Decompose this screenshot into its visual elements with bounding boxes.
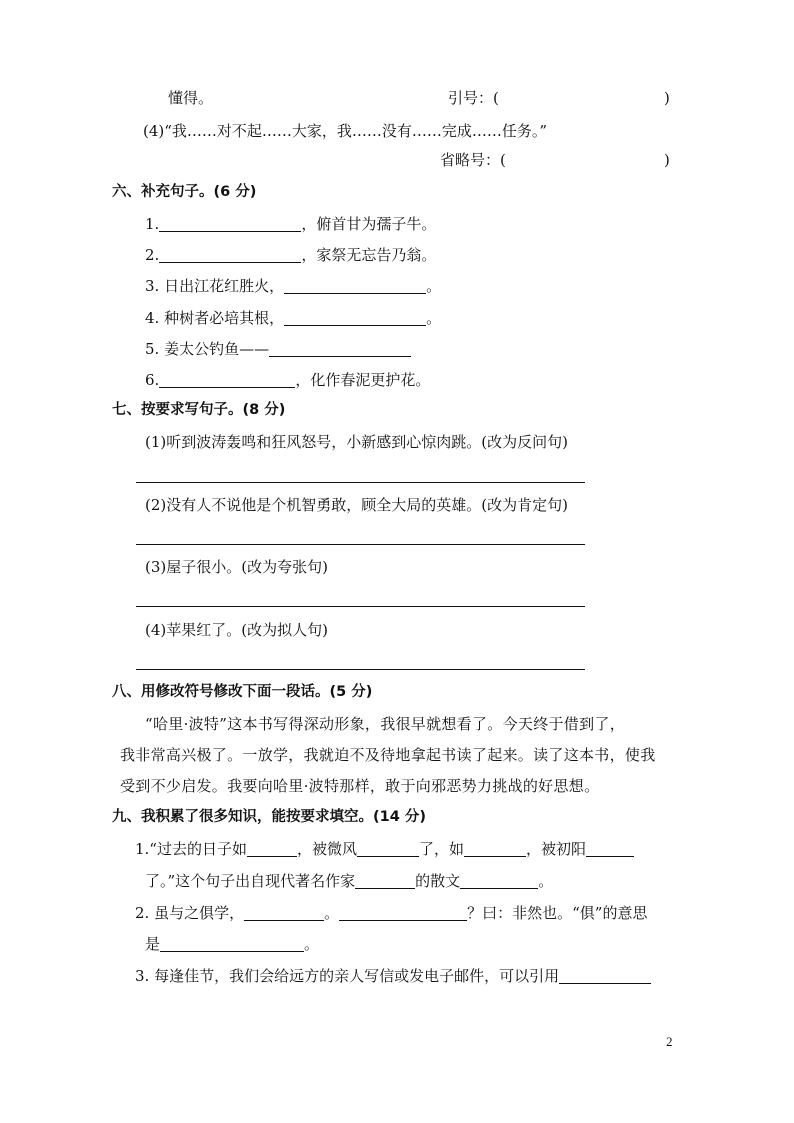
s9-q1-line1: 1.“过去的日子如 ，被微风 了，如 ，被初阳 <box>135 839 634 859</box>
section-8-title: 八、用修改符号修改下面一段话。(5 分) <box>112 684 373 700</box>
answer-line[interactable] <box>136 544 585 545</box>
answer-blank[interactable] <box>159 247 301 263</box>
answer-blank[interactable] <box>160 936 304 952</box>
answer-blank[interactable] <box>247 841 297 857</box>
s6-item-5: 5. 姜太公钓鱼—— <box>145 339 411 359</box>
ellipsis-mark-label: 省略号：( <box>440 151 506 169</box>
s6-item-2: 2. ，家祭无忘告乃翁。 <box>145 246 437 264</box>
item-4-text: (4)“我……对不起……大家，我……没有……完成……任务。” <box>143 122 548 140</box>
s7-item-3: (3)屋子很小。(改为夸张句) <box>145 558 328 576</box>
answer-blank[interactable] <box>284 310 426 326</box>
s9-q2-line1: 2. 虽与之俱学， 。 ？曰：非然也。“俱”的意思 <box>135 904 648 922</box>
section-9-title: 九、我积累了很多知识，能按要求填空。(14 分) <box>112 809 426 825</box>
answer-blank[interactable] <box>284 278 426 294</box>
answer-blank[interactable] <box>339 905 467 921</box>
answer-blank[interactable] <box>159 216 301 232</box>
s7-item-1: (1)听到波涛轰鸣和狂风怒号，小新感到心惊肉跳。(改为反问句) <box>145 433 568 451</box>
paragraph-line: “哈里·波特”这本书写得深动形象，我很早就想看了。今天终于借到了， <box>145 715 626 733</box>
answer-blank[interactable] <box>559 968 651 984</box>
answer-blank[interactable] <box>586 841 634 857</box>
s6-item-3: 3. 日出江花红胜火， 。 <box>145 277 442 295</box>
s7-item-2: (2)没有人不说他是个机智勇敢，顾全大局的英雄。(改为肯定句) <box>145 496 568 514</box>
s9-q1-line2: 了。”这个句子出自现代著名作家 的散文 。 <box>145 872 554 890</box>
ellipsis-mark-close: ) <box>664 151 670 169</box>
answer-blank[interactable] <box>159 372 295 388</box>
s6-item-1: 1. ，俯首甘为孺子牛。 <box>145 215 437 233</box>
answer-blank[interactable] <box>357 841 419 857</box>
answer-blank[interactable] <box>460 873 538 889</box>
answer-blank[interactable] <box>464 841 526 857</box>
quote-mark-label: 引号：( <box>448 89 499 107</box>
s7-item-4: (4)苹果红了。(改为拟人句) <box>145 621 328 639</box>
answer-blank[interactable] <box>269 341 411 357</box>
answer-line[interactable] <box>136 482 585 483</box>
s9-q2-line2: 是 。 <box>145 935 320 953</box>
answer-line[interactable] <box>136 606 585 607</box>
page-number: 2 <box>666 1034 673 1049</box>
fragment-text: 懂得。 <box>168 89 214 107</box>
answer-blank[interactable] <box>355 873 415 889</box>
section-6-title: 六、补充句子。(6 分) <box>112 184 257 200</box>
s6-item-6: 6. ，化作春泥更护花。 <box>145 371 431 389</box>
section-7-title: 七、按要求写句子。(8 分) <box>112 402 286 418</box>
paragraph-line: 受到不少启发。我要向哈里·波特那样，敢于向邪恶势力挑战的好思想。 <box>120 777 600 795</box>
answer-line[interactable] <box>136 669 585 670</box>
answer-blank[interactable] <box>244 905 324 921</box>
s9-q3-line1: 3. 每逢佳节，我们会给远方的亲人写信或发电子邮件，可以引用 <box>135 966 651 986</box>
paragraph-line: 我非常高兴极了。一放学，我就迫不及待地拿起书读了起来。读了这本书，使我 <box>120 746 656 764</box>
quote-mark-close: ) <box>664 89 670 107</box>
s6-item-4: 4. 种树者必培其根， 。 <box>145 309 442 327</box>
